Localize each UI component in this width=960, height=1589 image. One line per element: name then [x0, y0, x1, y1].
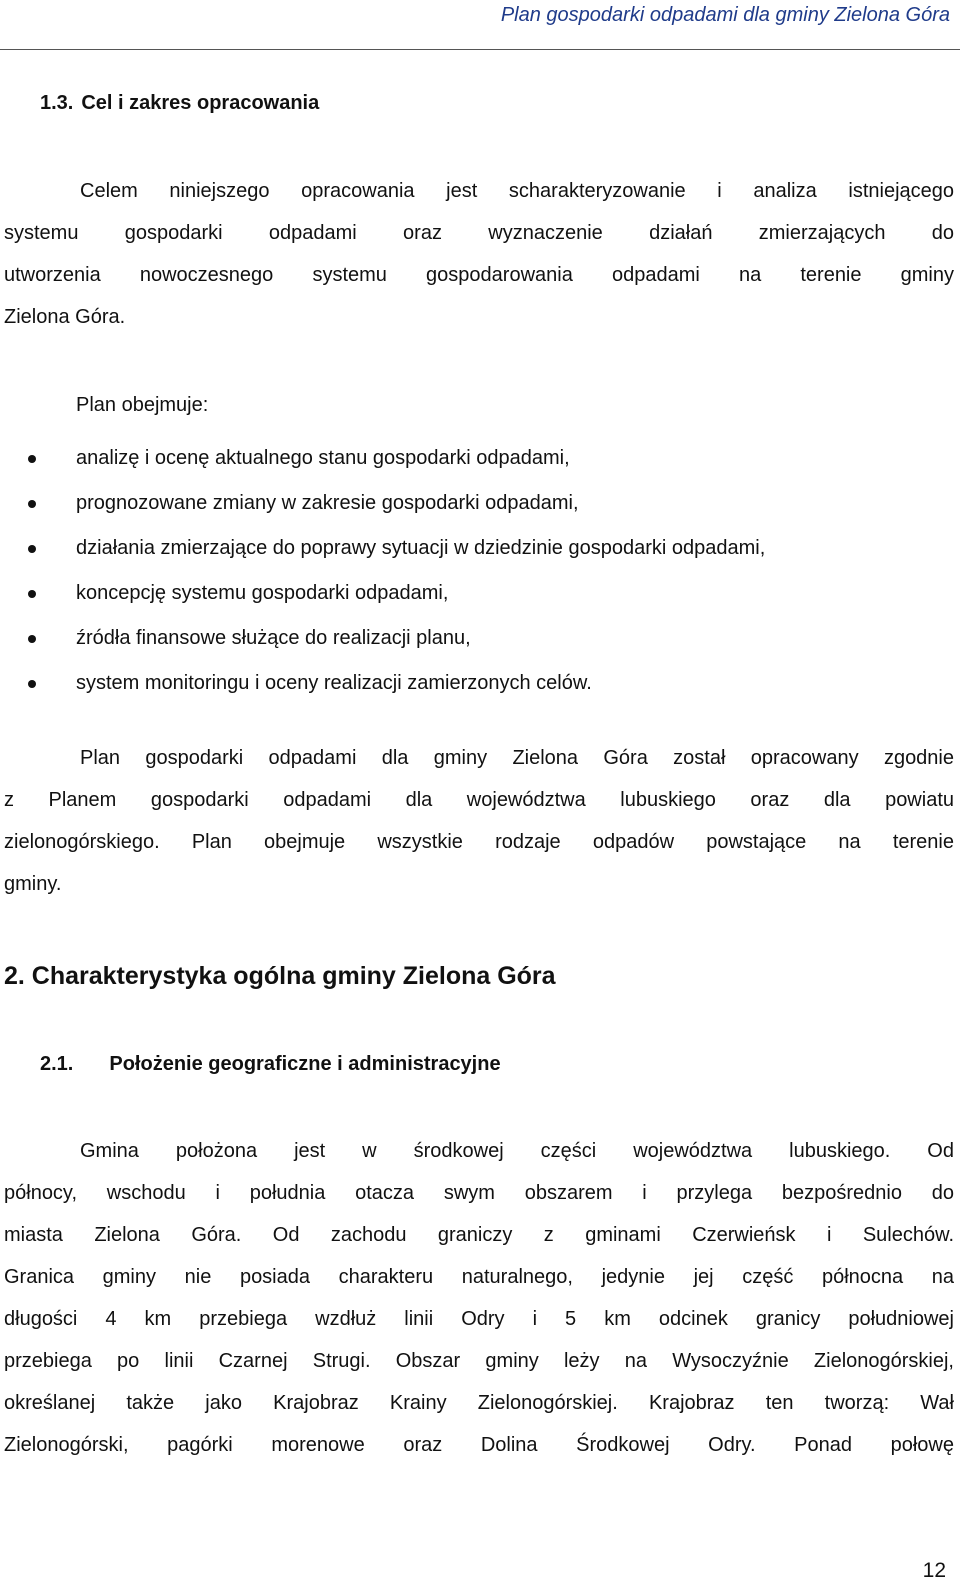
paragraph-line: miasta Zielona Góra. Od zachodu graniczy z gminami Czerwieńsk i Sulechów. [4, 1224, 954, 1246]
page-number: 12 [922, 1559, 946, 1582]
section-2-1-paragraph [4, 1130, 954, 1466]
paragraph-line: Gmina położona jest w środkowej części województwa lubuskiego. Od [80, 1140, 954, 1162]
paragraph-line: Zielona Góra. [4, 306, 126, 328]
running-header: Plan gospodarki odpadami dla gminy Zielona Góra [500, 4, 950, 26]
paragraph-line: przebiega po linii Czarnej Strugi. Obszar gminy leży na Wysoczyźnie Zielonogórskiej, [4, 1350, 954, 1372]
list-item [28, 616, 765, 661]
paragraph-line: Granica gminy nie posiada charakteru naturalnego, jedynie jej część północna na [4, 1266, 954, 1288]
paragraph-line: Zielonogórski, pagórki morenowe oraz Dolina Środkowej Odry. Ponad połowę [4, 1434, 954, 1456]
paragraph-line: utworzenia nowoczesnego systemu gospodarowania odpadami na terenie gminy [4, 264, 954, 286]
list-item [28, 526, 765, 571]
paragraph-line: określanej także jako Krajobraz Krainy Zielonogórskiej. Krajobraz ten tworzą: Wał [4, 1392, 954, 1414]
list-item [28, 481, 765, 526]
bullet-icon [28, 500, 36, 508]
section-2-heading: 2. Charakterystyka ogólna gminy Zielona Góra [4, 962, 556, 990]
paragraph-line: zielonogórskiego. Plan obejmuje wszystkie rodzaje odpadów powstające na terenie [4, 831, 954, 853]
bullet-icon [28, 545, 36, 553]
list-item [28, 571, 765, 616]
paragraph-line: systemu gospodarki odpadami oraz wyznaczenie działań zmierzających do [4, 222, 954, 244]
paragraph-line: długości 4 km przebiega wzdłuż linii Odry i 5 km odcinek granicy południowej [4, 1308, 954, 1330]
paragraph-line: Celem niniejszego opracowania jest scharakteryzowanie i analiza istniejącego [80, 180, 954, 202]
bullet-icon [28, 590, 36, 598]
section-1-3-heading [40, 92, 319, 115]
paragraph-line: północy, wschodu i południa otacza swym obszarem i przylega bezpośrednio do [4, 1182, 954, 1204]
section-1-3-paragraph-1 [4, 170, 954, 338]
list-item-text: źródła finansowe służące do realizacji planu, [76, 627, 471, 649]
paragraph-line: Plan gospodarki odpadami dla gminy Zielona Góra został opracowany zgodnie [80, 747, 954, 769]
bullet-icon [28, 635, 36, 643]
paragraph-line: gminy. [4, 873, 62, 895]
list-item [28, 661, 765, 706]
section-1-3-number: 1.3. [40, 92, 74, 114]
section-2-1-number: 2.1. [40, 1053, 74, 1075]
list-item-text: działania zmierzające do poprawy sytuacji w dziedzinie gospodarki odpadami, [76, 537, 766, 559]
list-item-text: system monitoringu i oceny realizacji zamierzonych celów. [76, 672, 592, 694]
header-rule [0, 49, 960, 50]
list-item-text: analizę i ocenę aktualnego stanu gospodarki odpadami, [76, 447, 570, 469]
paragraph-line: z Planem gospodarki odpadami dla województwa lubuskiego oraz dla powiatu [4, 789, 954, 811]
bullet-icon [28, 455, 36, 463]
section-2-1-title: Położenie geograficzne i administracyjne [109, 1053, 501, 1075]
list-item [28, 436, 765, 481]
plan-scope-list [28, 436, 765, 706]
section-1-3-title: Cel i zakres opracowania [81, 92, 320, 114]
list-item-text: prognozowane zmiany w zakresie gospodarki odpadami, [76, 492, 579, 514]
section-1-3-paragraph-2 [4, 737, 954, 905]
section-2-1-heading [40, 1053, 501, 1076]
bullet-icon [28, 680, 36, 688]
plan-lead: Plan obejmuje: [76, 394, 209, 416]
list-item-text: koncepcję systemu gospodarki odpadami, [76, 582, 449, 604]
